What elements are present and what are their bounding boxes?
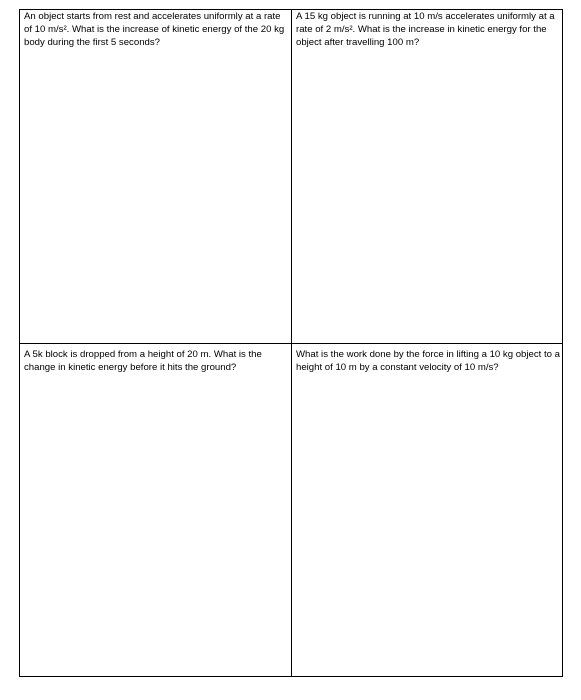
question-cell-4 [292, 344, 562, 676]
question-2-text: A 15 kg object is running at 10 m/s accelerates uniformly at a rate of 2 m/s². What is the increase in kinetic energy for the object after travelling 100 m? [296, 11, 555, 48]
question-cell-3 [20, 344, 292, 676]
question-cell-2 [292, 10, 562, 344]
question-3-text: A 5k block is dropped from a height of 20 m. What is the change in kinetic energy before it hits the ground? [24, 349, 262, 373]
question-1-text: An object starts from rest and accelerates uniformly at a rate of 10 m/s². What is the increase of kinetic energy of the 20 kg body during the first 5 seconds? [24, 11, 285, 48]
question-cell-1 [20, 10, 292, 344]
worksheet-grid [19, 9, 563, 677]
question-4-text: What is the work done by the force in lifting a 10 kg object to a height of 10 m by a constant velocity of 10 m/s? [296, 349, 560, 373]
